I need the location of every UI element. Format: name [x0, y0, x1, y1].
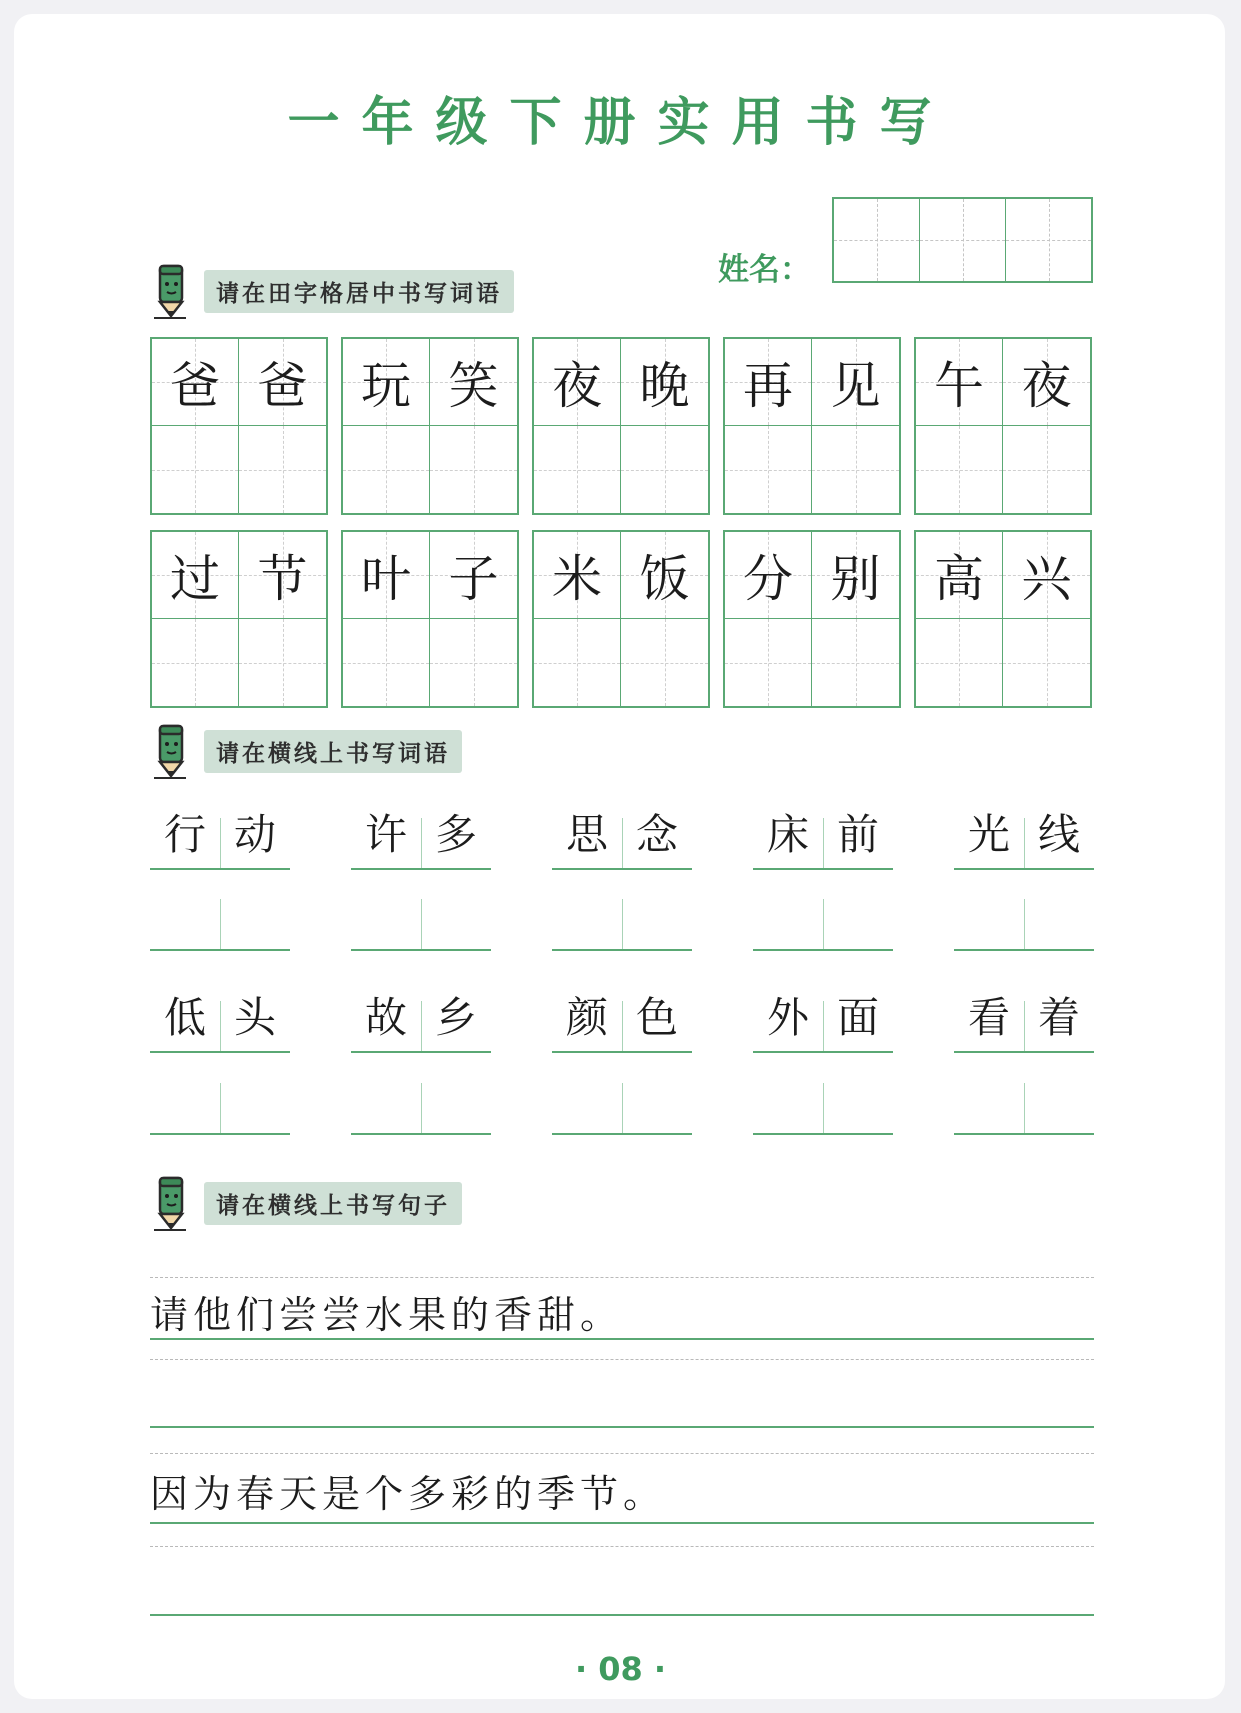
practice-line[interactable] [753, 1069, 893, 1135]
practice-line[interactable] [351, 885, 491, 951]
pencil-icon [150, 722, 194, 780]
practice-cell[interactable] [343, 619, 430, 706]
line-practice-row [150, 885, 1094, 951]
name-label: 姓名： [718, 252, 811, 288]
line-word: 思 念 [552, 804, 692, 870]
tianzige-word [150, 530, 328, 708]
practice-cell[interactable] [152, 426, 239, 513]
practice-cell[interactable] [239, 619, 326, 706]
grid-cell: 节 [239, 532, 326, 619]
line-word: 外 面 [753, 987, 893, 1053]
practice-cell[interactable] [725, 426, 812, 513]
grid-cell: 爸 [152, 339, 239, 426]
practice-line[interactable] [552, 1069, 692, 1135]
practice-cell[interactable] [152, 619, 239, 706]
grid-cell: 子 [430, 532, 517, 619]
practice-cell[interactable] [430, 619, 517, 706]
grid-cell: 分 [725, 532, 812, 619]
tianzige-word [723, 530, 901, 708]
sentence-guide-line [150, 1453, 1094, 1454]
line-practice-row [150, 1069, 1094, 1135]
practice-cell[interactable] [1003, 426, 1090, 513]
practice-cell[interactable] [343, 426, 430, 513]
practice-line[interactable] [954, 1069, 1094, 1135]
grid-cell: 高 [916, 532, 1003, 619]
tianzige-word [341, 530, 519, 708]
section-label: 请在田字格居中书写词语 [204, 270, 514, 313]
line-word: 许 多 [351, 804, 491, 870]
practice-cell[interactable] [239, 426, 326, 513]
practice-cell[interactable] [1003, 619, 1090, 706]
section-header-sentences [150, 1174, 462, 1232]
grid-cell: 叶 [343, 532, 430, 619]
grid-cell: 夜 [1003, 339, 1090, 426]
grid-cell: 玩 [343, 339, 430, 426]
practice-cell[interactable] [621, 619, 708, 706]
sentence-baseline [150, 1338, 1094, 1340]
practice-cell[interactable] [916, 426, 1003, 513]
tianzige-word [914, 337, 1092, 515]
tianzige-word [723, 337, 901, 515]
sentence-baseline [150, 1522, 1094, 1524]
name-box[interactable] [920, 199, 1006, 281]
line-word: 低 头 [150, 987, 290, 1053]
practice-line[interactable] [954, 885, 1094, 951]
tianzige-row [150, 530, 1092, 708]
sentence-guide-line [150, 1359, 1094, 1360]
grid-cell: 再 [725, 339, 812, 426]
line-word: 颜 色 [552, 987, 692, 1053]
practice-cell[interactable] [725, 619, 812, 706]
practice-cell[interactable] [534, 426, 621, 513]
line-word-row [150, 804, 1094, 870]
sentence-practice-line[interactable] [150, 1426, 1094, 1428]
tianzige-word [532, 530, 710, 708]
tianzige-word [150, 337, 328, 515]
grid-cell: 夜 [534, 339, 621, 426]
page-title: 一年级下册实用书写 [287, 93, 954, 153]
practice-line[interactable] [150, 885, 290, 951]
practice-line[interactable] [552, 885, 692, 951]
grid-cell: 午 [916, 339, 1003, 426]
line-word: 故 乡 [351, 987, 491, 1053]
practice-cell[interactable] [916, 619, 1003, 706]
sentence-text: 请他们尝尝水果的香甜。 [150, 1293, 624, 1337]
grid-cell: 见 [812, 339, 899, 426]
practice-cell[interactable] [812, 619, 899, 706]
name-box[interactable] [1006, 199, 1091, 281]
section-label: 请在横线上书写词语 [204, 730, 462, 773]
grid-cell: 笑 [430, 339, 517, 426]
tianzige-word [532, 337, 710, 515]
grid-cell: 米 [534, 532, 621, 619]
sentence-guide-line [150, 1546, 1094, 1547]
line-word: 行 动 [150, 804, 290, 870]
practice-line[interactable] [351, 1069, 491, 1135]
tianzige-row [150, 337, 1092, 515]
tianzige-word [914, 530, 1092, 708]
line-word: 看 着 [954, 987, 1094, 1053]
practice-line[interactable] [150, 1069, 290, 1135]
line-word: 床 前 [753, 804, 893, 870]
tianzige-word [341, 337, 519, 515]
grid-cell: 过 [152, 532, 239, 619]
sentence-text: 因为春天是个多彩的季节。 [150, 1472, 667, 1516]
grid-cell: 晚 [621, 339, 708, 426]
grid-cell: 别 [812, 532, 899, 619]
line-word-row [150, 987, 1094, 1053]
name-boxes[interactable] [832, 197, 1093, 283]
page-number: · 08 · [574, 1650, 667, 1688]
grid-cell: 爸 [239, 339, 326, 426]
practice-line[interactable] [753, 885, 893, 951]
sentence-practice-line[interactable] [150, 1614, 1094, 1616]
pencil-icon [150, 1174, 194, 1232]
section-label: 请在横线上书写句子 [204, 1182, 462, 1225]
grid-cell: 饭 [621, 532, 708, 619]
grid-cell: 兴 [1003, 532, 1090, 619]
sentence-guide-line [150, 1277, 1094, 1278]
practice-cell[interactable] [621, 426, 708, 513]
practice-cell[interactable] [812, 426, 899, 513]
name-box[interactable] [834, 199, 920, 281]
practice-cell[interactable] [430, 426, 517, 513]
section-header-line-words [150, 722, 462, 780]
section-header-tianzige [150, 262, 514, 320]
practice-cell[interactable] [534, 619, 621, 706]
line-word: 光 线 [954, 804, 1094, 870]
pencil-icon [150, 262, 194, 320]
